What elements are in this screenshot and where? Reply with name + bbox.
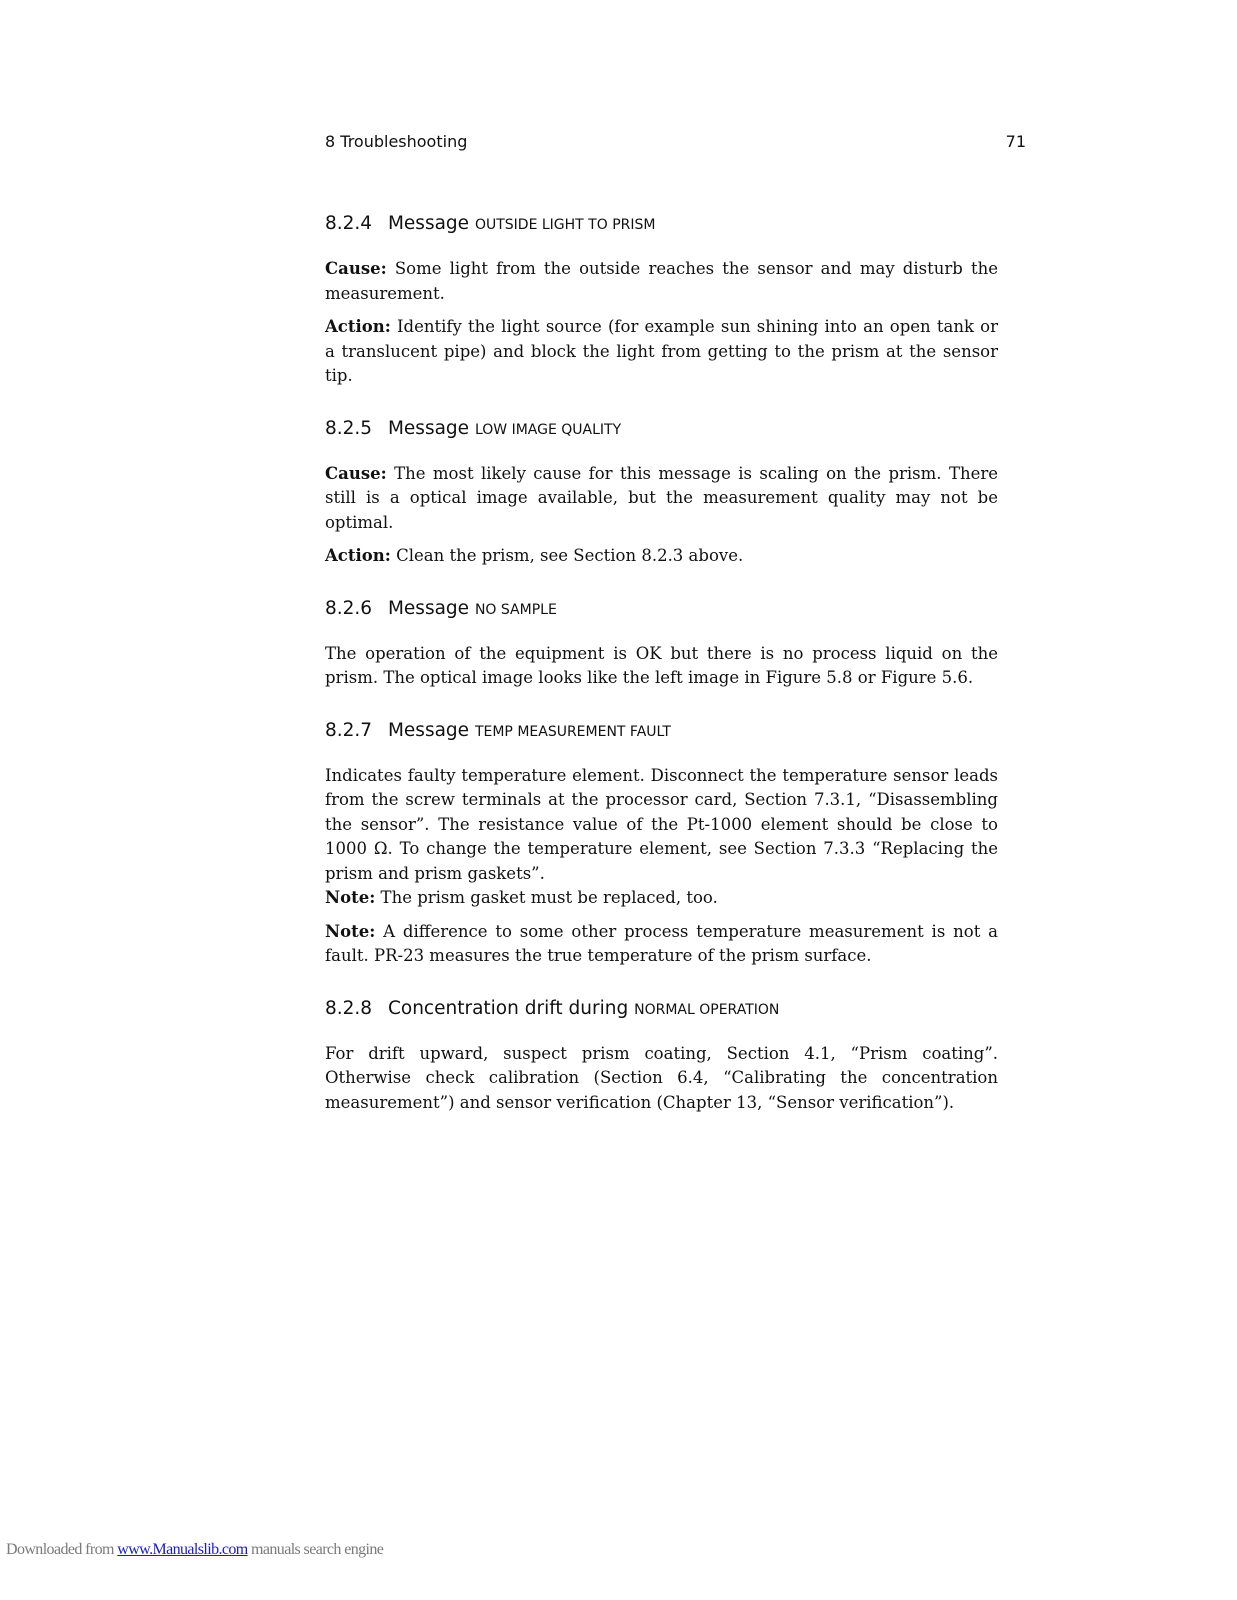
heading-prefix: Message	[387, 597, 470, 619]
action-paragraph	[325, 544, 998, 569]
section-8-2-7	[325, 719, 998, 969]
section-number: 8.2.7	[325, 719, 373, 741]
heading-prefix: Message	[387, 417, 470, 439]
section-heading	[325, 997, 998, 1022]
action-paragraph	[325, 315, 998, 389]
body-paragraph: For drift upward, suspect prism coating, Section 4.1, “Prism coating”. Otherwise check calibration (Section 6.4, “Calibrating the concentration measurement”) and sensor verification (Chapter 13, “Sensor verification”).	[325, 1043, 998, 1112]
page-content	[325, 212, 998, 1124]
section-number: 8.2.8	[325, 997, 373, 1019]
heading-message: LOW IMAGE QUALITY	[474, 421, 622, 438]
cause-paragraph	[325, 462, 998, 536]
body-text: Indicates faulty temperature element. Disconnect the temperature sensor leads from the screw terminals at the processor card, Section 7.3.1, “Disassembling the sensor”. The resistance value of the Pt-1000 element should be close to 1000 Ω. To change the temperature element, see Section 7.3.3 “Replacing the prism and prism gaskets”.	[325, 765, 998, 883]
section-number: 8.2.4	[325, 213, 373, 234]
chapter-title: 8 Troubleshooting	[325, 132, 468, 151]
section-8-2-6	[325, 597, 998, 691]
note-text: The prism gasket must be replaced, too.	[375, 888, 718, 907]
section-number: 8.2.5	[325, 417, 373, 439]
heading-prefix: Concentration drift during	[387, 997, 629, 1019]
action-text: Identify the light source (for example sun shining into an open tank or a translucent pipe) and block the light from getting to the prism at the sensor tip.	[325, 317, 998, 385]
section-8-2-8	[325, 997, 998, 1116]
cause-text: Some light from the outside reaches the sensor and may disturb the measurement.	[325, 259, 998, 303]
action-label: Action:	[325, 317, 391, 336]
section-8-2-5	[325, 417, 998, 569]
cause-label: Cause:	[325, 259, 387, 278]
heading-prefix: Message	[387, 213, 470, 234]
note-text: A difference to some other process temperature measurement is not a fault. PR-23 measures the true temperature of the prism surface.	[325, 921, 998, 965]
heading-message: TEMP MEASUREMENT FAULT	[474, 723, 671, 740]
action-label: Action:	[325, 546, 391, 565]
section-8-2-4	[325, 212, 998, 389]
download-footer	[6, 1541, 383, 1559]
body-paragraph	[325, 764, 998, 911]
heading-message: OUTSIDE LIGHT TO PRISM	[474, 217, 656, 233]
footer-prefix: Downloaded from	[6, 1541, 118, 1558]
action-text: Clean the prism, see Section 8.2.3 above.	[390, 546, 744, 565]
manualslib-link[interactable]: www.Manualslib.com	[117, 1541, 248, 1558]
section-heading	[325, 212, 998, 237]
cause-paragraph	[325, 257, 998, 306]
footer-suffix: manuals search engine	[247, 1541, 384, 1558]
section-heading	[325, 719, 998, 744]
section-number: 8.2.6	[325, 597, 373, 619]
page-number: 71	[1005, 132, 1026, 151]
section-heading	[325, 597, 998, 622]
body-paragraph: The operation of the equipment is OK but there is no process liquid on the prism. The optical image looks like the left image in Figure 5.8 or Figure 5.6.	[325, 643, 998, 687]
heading-prefix: Message	[387, 719, 470, 741]
section-heading	[325, 417, 998, 442]
cause-label: Cause:	[325, 463, 387, 483]
heading-message: NO SAMPLE	[474, 601, 557, 618]
note-label: Note:	[325, 921, 376, 941]
heading-message: NORMAL OPERATION	[634, 1001, 780, 1018]
running-head	[325, 132, 1026, 151]
note-paragraph	[325, 920, 998, 969]
cause-text: The most likely cause for this message is scaling on the prism. There still is a optical image available, but the measurement quality may not be optimal.	[325, 463, 998, 532]
note-label: Note:	[325, 888, 376, 907]
